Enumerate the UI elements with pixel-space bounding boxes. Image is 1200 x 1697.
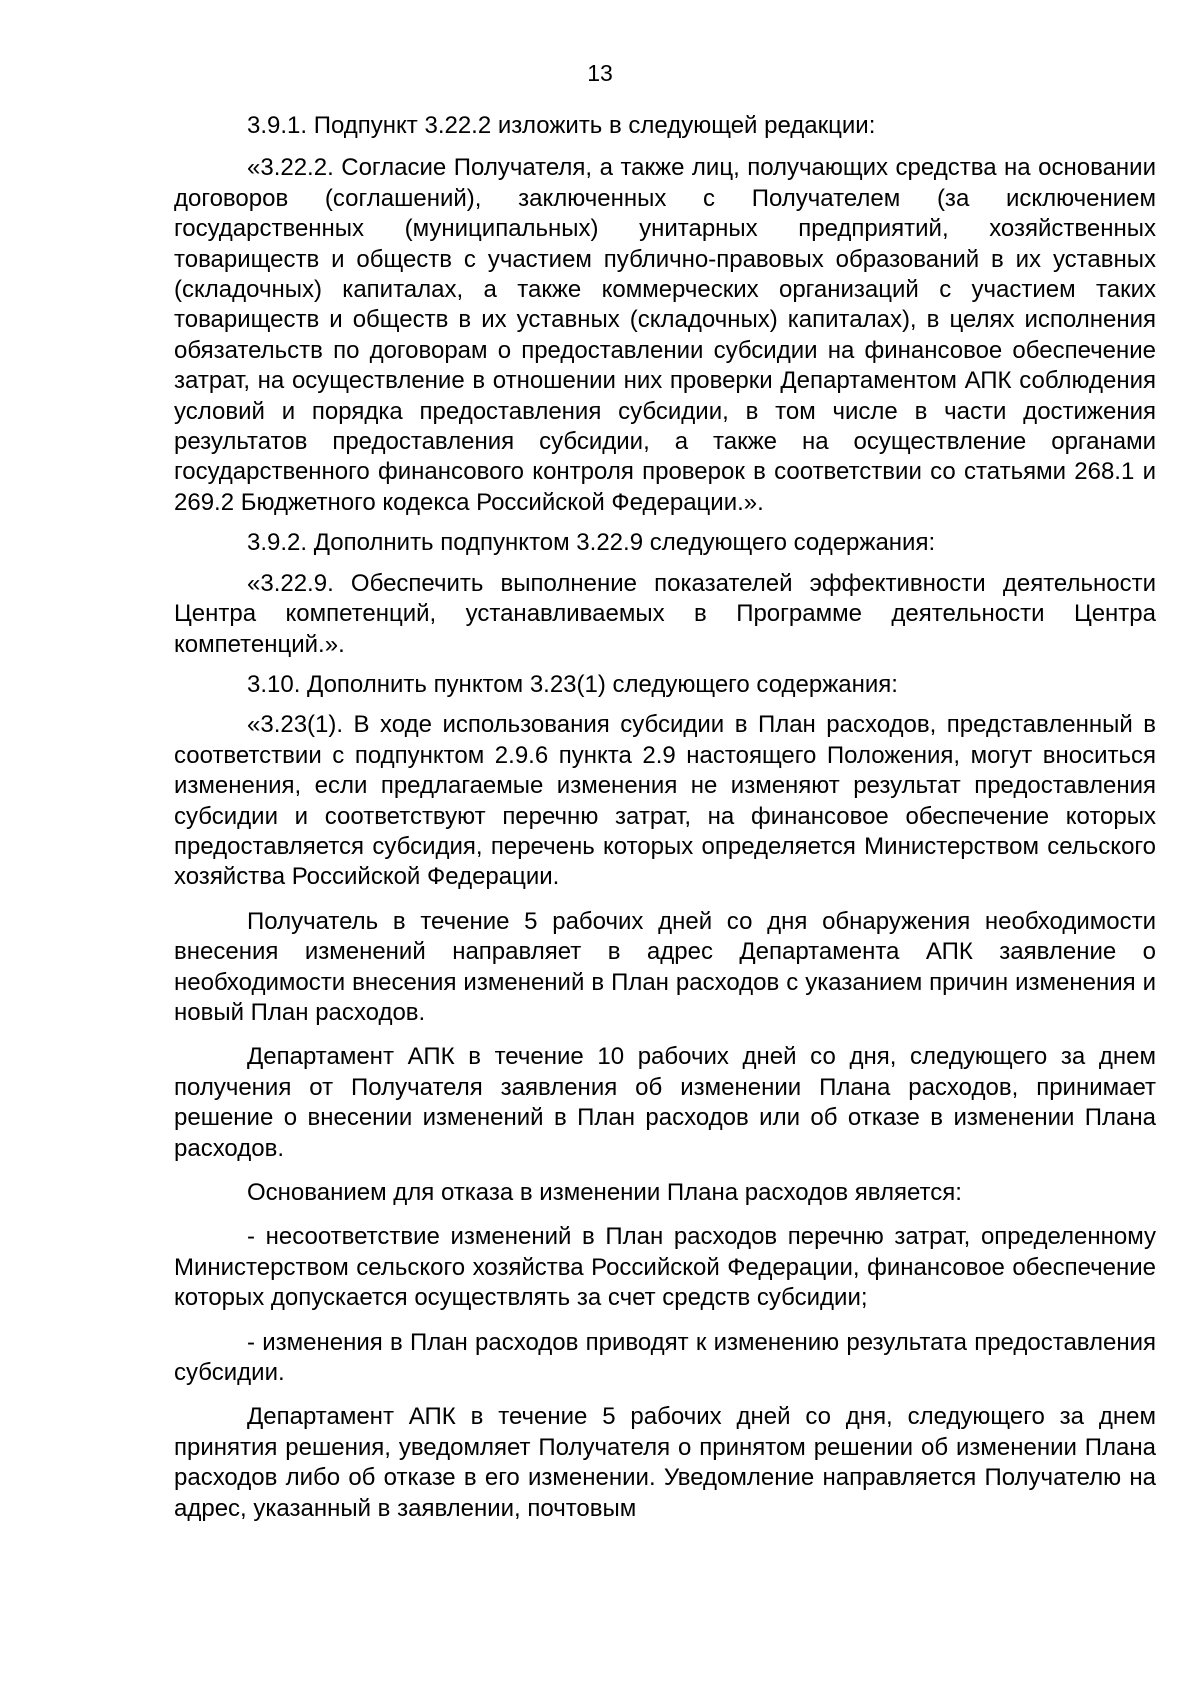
paragraph-3-9-1: 3.9.1. Подпункт 3.22.2 изложить в следующей редакции: — [247, 112, 876, 139]
paragraph-refusal-grounds: Основанием для отказа в изменении Плана расходов является: — [247, 1179, 962, 1206]
page-number: 13 — [587, 60, 613, 86]
paragraph-3-10: 3.10. Дополнить пунктом 3.23(1) следующего содержания: — [247, 670, 898, 698]
paragraph-3-23-1-quote: «3.23(1). В ходе использования субсидии в План расходов, представленный в соответствии с подпунктом 2.9.6 пункта 2.9 настоящего Положения, могут вноситься изменения, если предлагаемые изменения не изменяют результат предоставления субсидии и соответствуют перечню затрат, на финансовое обеспечение которых предоставляется субсидия, перечень которых определяется Министерством сельского хозяйства Российской Федерации. — [174, 711, 1156, 891]
paragraph-3-9-2: 3.9.2. Дополнить подпунктом 3.22.9 следующего содержания: — [247, 529, 936, 557]
document-body — [174, 111, 1156, 1524]
paragraph-notification: Департамент АПК в течение 5 рабочих дней со дня, следующего за днем принятия решения, уведомляет Получателя о принятом решении об изменении Плана расходов либо об отказе в его изменении. Уведомление направляется Получателю на адрес, указанный в заявлении, почтовым — [174, 1403, 1156, 1522]
list-item-result-change: - изменения в План расходов приводят к изменению результата предоставления субсидии. — [174, 1328, 1156, 1387]
list-item-mismatch: - несоответствие изменений в План расходов перечню затрат, определенному Министерством сельского хозяйства Российской Федерации, финансовое обеспечение которых допускается осуществлять за счет средств субсидии; — [174, 1223, 1156, 1312]
paragraph-department-decision: Департамент АПК в течение 10 рабочих дней со дня, следующего за днем получения от Получателя заявления об изменении Плана расходов, принимает решение о внесении изменений в План расходов или об отказе в изменении Плана расходов. — [174, 1043, 1156, 1162]
paragraph-3-22-9-quote: «3.22.9. Обеспечить выполнение показателей эффективности деятельности Центра компетенций, устанавливаемых в Программе деятельности Центра компетенций.». — [174, 569, 1156, 658]
paragraph-recipient-notice: Получатель в течение 5 рабочих дней со дня обнаружения необходимости внесения изменений направляет в адрес Департамента АПК заявление о необходимости внесения изменений в План расходов с указанием причин изменения и новый План расходов. — [174, 907, 1156, 1026]
paragraph-3-22-2-quote: «3.22.2. Согласие Получателя, а также лиц, получающих средства на основании договоров (соглашений), заключенных с Получателем (за исключением государственных (муниципальных) унитарных предприятий, хозяйственных товариществ и обществ с участием публично-правовых образований в их уставных (складочных) капиталах, а также коммерческих организаций с участием таких товариществ и обществ в их уставных (складочных) капиталах), в целях исполнения обязательств по договорам о предоставлении субсидии на финансовое обеспечение затрат, на осуществление в отношении них проверки Департаментом АПК соблюдения условий и порядка предоставления субсидии, в том числе в части достижения результатов предоставления субсидии, а также на осуществление органами государственного финансового контроля проверок в соответствии со статьями 268.1 и 269.2 Бюджетного кодекса Российской Федерации.». — [174, 154, 1156, 516]
